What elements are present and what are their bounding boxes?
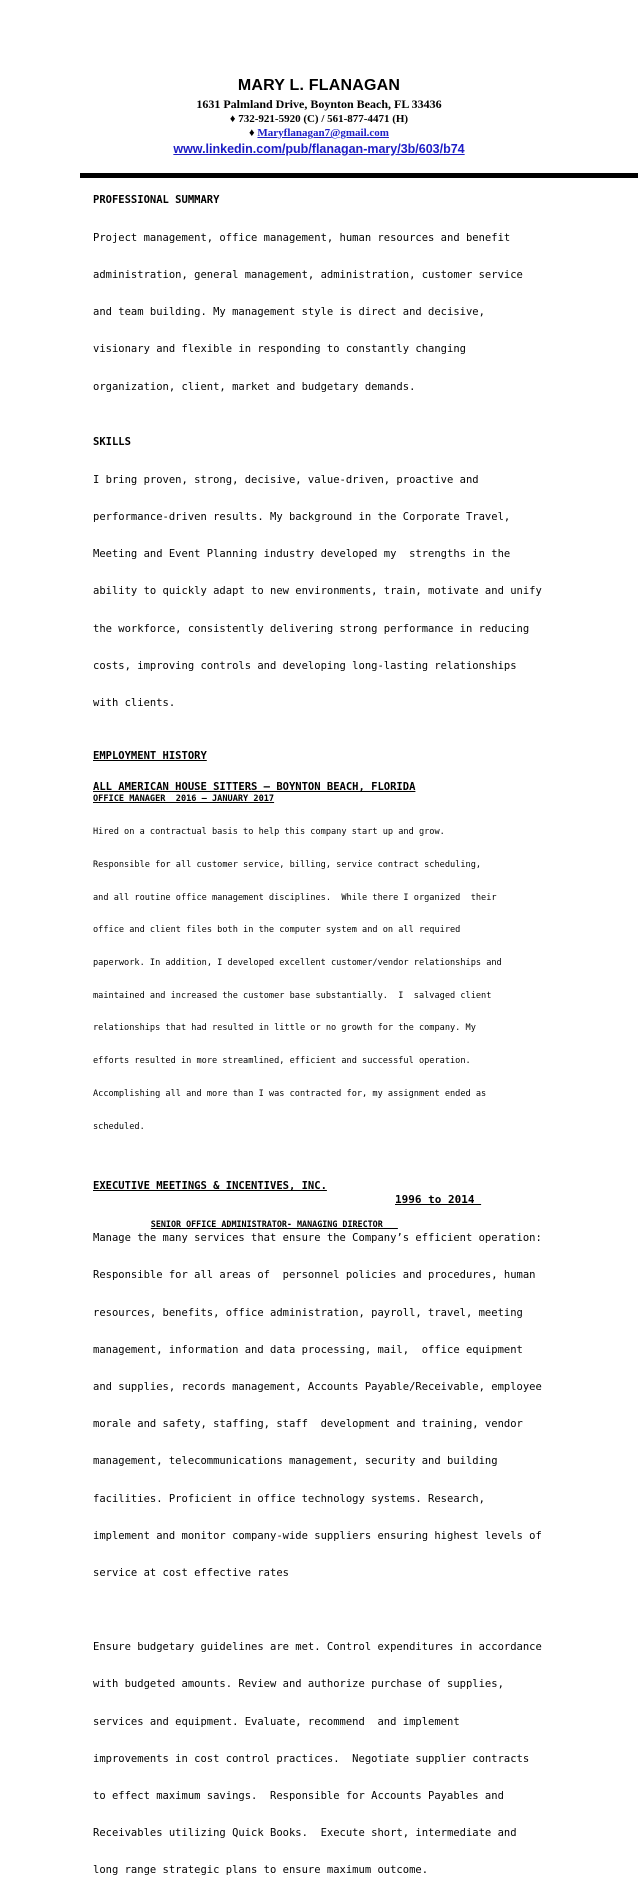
job2-line: management, telecommunications management, security and building [93, 1455, 498, 1468]
skills-heading: SKILLS [93, 435, 131, 448]
job2-line: services and equipment. Evaluate, recommend and implement [93, 1715, 460, 1728]
job2-line: resources, benefits, office administration, payroll, travel, meeting [93, 1306, 523, 1319]
summary-line: and team building. My management style is direct and decisive, [93, 306, 485, 319]
job2-line: and supplies, records management, Accounts Payable/Receivable, employee [93, 1380, 542, 1393]
employment-history-heading: EMPLOYMENT HISTORY [93, 750, 207, 763]
job1-title: OFFICE MANAGER 2016 – JANUARY 2017 [93, 794, 275, 805]
job1-line: Accomplishing all and more than I was contracted for, my assignment ended as [93, 1088, 487, 1099]
linkedin-link[interactable]: www.linkedin.com/pub/flanagan-mary/3b/603/b74 [173, 142, 465, 156]
job1-company: ALL AMERICAN HOUSE SITTERS – BOYNTON BEACH, FLORIDA [93, 781, 416, 794]
email-line [0, 126, 638, 140]
summary-line: administration, general management, administration, customer service [93, 269, 523, 282]
job2-line: Responsible for all areas of personnel policies and procedures, human [93, 1269, 536, 1282]
job2-line: long range strategic plans to ensure maximum outcome. [93, 1864, 429, 1877]
job1-line: Hired on a contractual basis to help this company start up and grow. [93, 827, 445, 838]
job1-line: Responsible for all customer service, billing, service contract scheduling, [93, 859, 482, 870]
job1-line: scheduled. [93, 1121, 145, 1132]
skills-line: the workforce, consistently delivering strong performance in reducing [93, 622, 530, 635]
job1-line: paperwork. In addition, I developed excellent customer/vendor relationships and [93, 957, 502, 968]
email-link[interactable]: Maryflanagan7@gmail.com [257, 127, 389, 139]
job2-line: morale and safety, staffing, staff development and training, vendor [93, 1418, 523, 1431]
job1-line: maintained and increased the customer base substantially. I salvaged client [93, 990, 492, 1001]
mailing-address: 1631 Palmland Drive, Boynton Beach, FL 33436 [196, 97, 442, 111]
job1-line: relationships that had resulted in little or no growth for the company. My [93, 1023, 476, 1034]
professional-summary-text [93, 207, 633, 418]
job2-title-row [93, 1193, 633, 1230]
skills-line: costs, improving controls and developing long-lasting relationships [93, 659, 517, 672]
resume-body [93, 194, 633, 1902]
job2-line: Ensure budgetary guidelines are met. Control expenditures in accordance [93, 1641, 542, 1654]
job1-line: and all routine office management disciplines. While there I organized their [93, 892, 497, 903]
summary-line: organization, client, market and budgetary demands. [93, 380, 416, 393]
job1-line: office and client files both in the computer system and on all required [93, 925, 461, 936]
skills-line: performance-driven results. My background in the Corporate Travel, [93, 510, 511, 523]
skills-line: Meeting and Event Planning industry developed my strengths in the [93, 548, 511, 561]
skills-text [93, 449, 633, 734]
job2-dates: 1996 to 2014 [395, 1193, 482, 1207]
job2-line: Manage the many services that ensure the Company’s efficient operation: [93, 1232, 542, 1245]
job2-line: to effect maximum savings. Responsible for Accounts Payables and [93, 1789, 504, 1802]
candidate-name: MARY L. FLANAGAN [237, 77, 401, 94]
job2-line: Receivables utilizing Quick Books. Execute short, intermediate and [93, 1827, 517, 1840]
job1-line: efforts resulted in more streamlined, efficient and successful operation. [93, 1056, 471, 1067]
job2-line: implement and monitor company-wide suppliers ensuring highest levels of [93, 1529, 542, 1542]
job2-line: improvements in cost control practices. Negotiate supplier contracts [93, 1752, 530, 1765]
resume-header [0, 76, 638, 157]
job2-title: SENIOR OFFICE ADMINISTRATOR- MANAGING DIRECTOR [150, 1219, 398, 1230]
diamond-bullet-icon: ♦ [249, 127, 258, 139]
job2-line: with budgeted amounts. Review and authorize purchase of supplies, [93, 1678, 504, 1691]
job2-line: management, information and data processing, mail, office equipment [93, 1343, 523, 1356]
summary-line: visionary and flexible in responding to constantly changing [93, 343, 466, 356]
skills-line: I bring proven, strong, decisive, value-driven, proactive and [93, 473, 479, 486]
job2-description-1 [93, 1207, 633, 1604]
professional-summary-heading: PROFESSIONAL SUMMARY [93, 194, 220, 206]
header-divider [80, 173, 638, 178]
job2-description-2 [93, 1616, 633, 1901]
skills-line: with clients. [93, 697, 176, 710]
job2-line: service at cost effective rates [93, 1567, 289, 1580]
skills-line: ability to quickly adapt to new environments, train, motivate and unify [93, 585, 542, 598]
job2-line: facilities. Proficient in office technology systems. Research, [93, 1492, 485, 1505]
job1-description [93, 805, 633, 1154]
phone-numbers: ♦ 732-921-5920 (C) / 561-877-4471 (H) [229, 113, 409, 125]
job2-company: EXECUTIVE MEETINGS & INCENTIVES, INC. [93, 1180, 327, 1193]
summary-line: Project management, office management, human resources and benefit [93, 231, 511, 244]
